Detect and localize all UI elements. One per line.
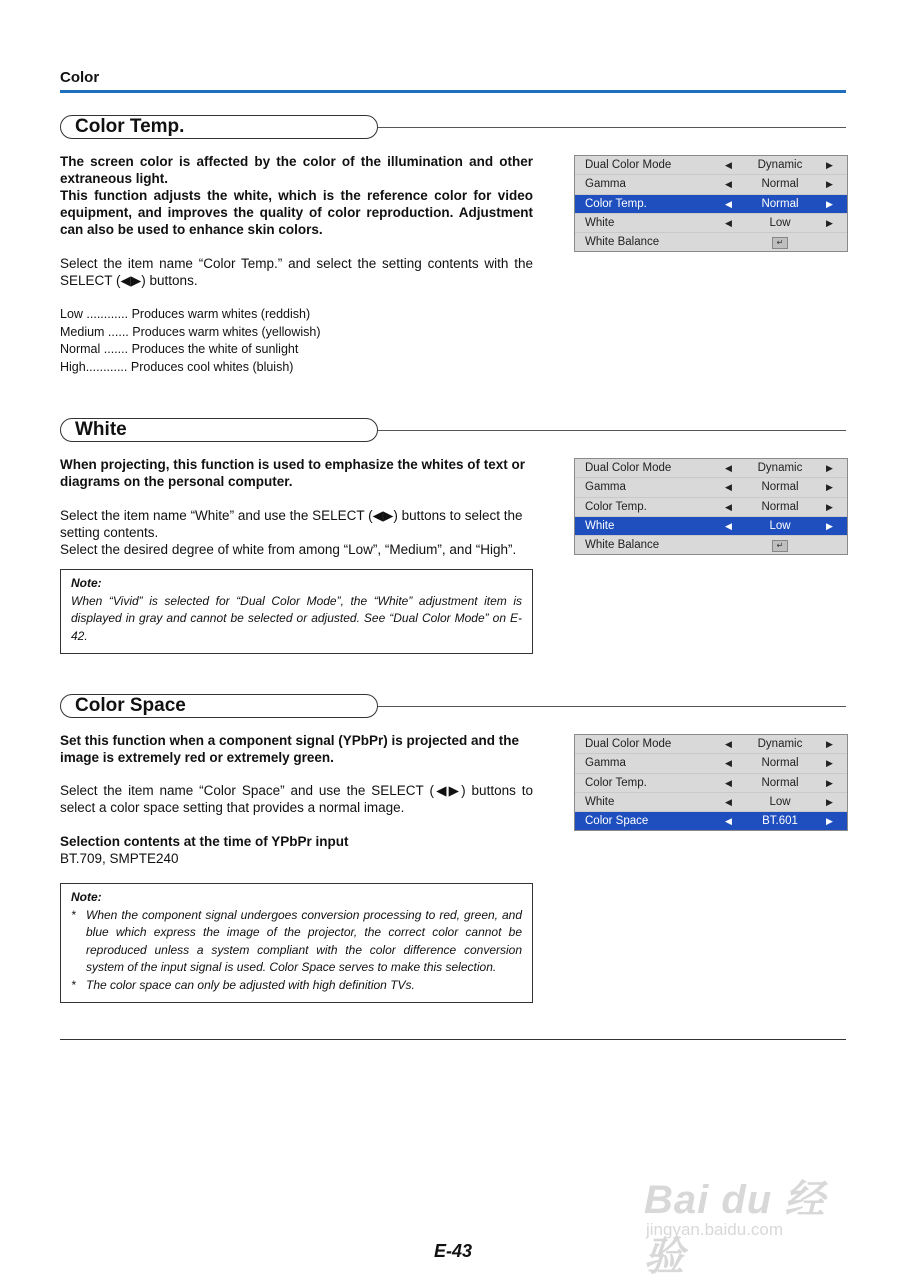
left-arrow-icon[interactable]: ◀ [725, 217, 732, 228]
left-arrow-icon[interactable]: ◀ [725, 739, 732, 749]
left-arrow-icon[interactable]: ◀ [725, 758, 732, 769]
right-arrow-icon[interactable]: ▶ [826, 796, 833, 807]
white-intro: When projecting, this function is used to emphasize the whites of text or diagrams on the personal computer. [60, 457, 526, 489]
white-note: Note: When “Vivid” is selected for “Dual Color Mode”, the “White” adjustment item is displayed in gray and cannot be selected or adjusted. See “Dual Color Mode” on E-42. [60, 569, 533, 654]
list-item: Medium ...... Produces warm whites (yellowish) [60, 324, 321, 339]
watermark [640, 1150, 860, 1279]
left-arrow-icon[interactable]: ◀ [725, 482, 732, 493]
osd-menu-color-space [574, 734, 848, 831]
section-divider [378, 706, 846, 707]
right-arrow-icon[interactable]: ▶ [826, 520, 833, 531]
menu-row-white[interactable]: White ◀ Low ▶ [575, 214, 847, 233]
section-title-frame [60, 694, 378, 718]
section-title-color-temp [60, 115, 846, 141]
color-space-instruction: Select the item name “Color Space” and use the SELECT (◀▶) buttons to select a color space setting that provides a normal image. [60, 783, 533, 815]
menu-row-gamma[interactable]: Gamma ◀ Normal ▶ [575, 478, 847, 497]
menu-row-white-balance[interactable]: White Balance ↵ [575, 233, 847, 251]
section-heading: Color Temp. [75, 116, 185, 137]
page-number: E-43 [433, 1241, 473, 1261]
section-heading: White [75, 419, 127, 440]
section-title-frame [60, 115, 378, 139]
menu-row-white[interactable]: White ◀ Low ▶ [575, 793, 847, 812]
menu-row-gamma[interactable]: Gamma ◀ Normal ▶ [575, 175, 847, 194]
menu-row-color-space-selected[interactable]: Color Space ◀ BT.601 ▶ [575, 812, 847, 830]
left-arrow-icon[interactable]: ◀ [725, 501, 732, 512]
right-arrow-icon[interactable]: ▶ [826, 758, 833, 769]
bottom-rule [60, 1039, 846, 1040]
section-title-frame [60, 418, 378, 442]
menu-row-white-selected[interactable]: White ◀ Low ▶ [575, 517, 847, 536]
color-space-note: Note: * When the component signal undergoes conversion processing to red, green, and blue which express the image of the projector, the correct color cannot be reproduced unless a system compliant with the color difference conversion system of the input signal is used. Color Space serves to make this selection. * The color space can only be adjusted with high definition TVs. [60, 883, 533, 1003]
left-arrow-icon[interactable]: ◀ [725, 796, 732, 807]
section-divider [378, 127, 846, 128]
osd-menu-color-temp [574, 155, 848, 252]
list-item: Normal ....... Produces the white of sunlight [60, 342, 299, 356]
page-header: Color [60, 69, 100, 86]
osd-menu-white [574, 458, 848, 555]
left-arrow-icon[interactable]: ◀ [725, 160, 732, 170]
menu-row-color-temp-selected[interactable]: Color Temp. ◀ Normal ▶ [575, 195, 847, 214]
color-space-selection: Selection contents at the time of YPbPr input BT.709, SMPTE240 [60, 834, 349, 866]
menu-row-dual-color-mode[interactable]: Dual Color Mode ◀ Dynamic ▶ [575, 459, 847, 478]
left-arrow-icon[interactable]: ◀ [725, 520, 732, 531]
left-arrow-icon[interactable]: ◀ [725, 816, 732, 827]
list-item: High............ Produces cool whites (bluish) [60, 359, 294, 374]
section-heading: Color Space [75, 695, 186, 716]
watermark-logo: Bai du 经验 [644, 1178, 826, 1279]
section-title-color-space [60, 694, 846, 720]
left-arrow-icon[interactable]: ◀ [725, 463, 732, 473]
watermark-url: jingyan.baidu.com [646, 1220, 784, 1239]
color-space-intro: Set this function when a component signal (YPbPr) is projected and the image is extremely red or extremely green. [60, 733, 520, 765]
right-arrow-icon[interactable]: ▶ [826, 198, 833, 209]
menu-row-dual-color-mode[interactable]: Dual Color Mode ◀ Dynamic ▶ [575, 156, 847, 175]
menu-row-color-temp[interactable]: Color Temp. ◀ Normal ▶ [575, 498, 847, 517]
right-arrow-icon[interactable]: ▶ [826, 482, 833, 493]
left-arrow-icon[interactable]: ◀ [725, 777, 732, 788]
list-item: Low ............ Produces warm whites (reddish) [60, 307, 311, 321]
note-item: * When the component signal undergoes conversion processing to red, green, and blue which express the image of the projector, the correct color cannot be reproduced unless a system compliant with the color difference conversion system of the input signal is used. Color Space serves to make this selection. [71, 907, 522, 974]
section-divider [378, 430, 846, 431]
right-arrow-icon[interactable]: ▶ [826, 816, 833, 827]
menu-row-dual-color-mode[interactable]: Dual Color Mode ◀ Dynamic ▶ [575, 735, 847, 754]
menu-row-gamma[interactable]: Gamma ◀ Normal ▶ [575, 754, 847, 773]
right-arrow-icon[interactable]: ▶ [826, 179, 833, 190]
enter-icon[interactable]: ↵ [772, 237, 788, 249]
menu-row-white-balance[interactable]: White Balance ↵ [575, 536, 847, 554]
right-arrow-icon[interactable]: ▶ [826, 217, 833, 228]
header-rule [60, 90, 846, 93]
enter-icon[interactable]: ↵ [772, 540, 788, 552]
right-arrow-icon[interactable]: ▶ [826, 160, 833, 170]
white-instruction: Select the item name “White” and use the SELECT (◀▶) buttons to select the setting contents. Select the desired degree of white from among “Low”, “Medium”, and “High”. [60, 508, 523, 557]
color-temp-intro: The screen color is affected by the color of the illumination and other extraneous light. This function adjusts the white, which is the reference color for video equipment, and improves the quality of color reproduction. Adjustment can also be used to enhance skin colors. [60, 154, 533, 237]
left-arrow-icon[interactable]: ◀ [725, 179, 732, 190]
right-arrow-icon[interactable]: ▶ [826, 501, 833, 512]
left-arrow-icon[interactable]: ◀ [725, 198, 732, 209]
note-item: * The color space can only be adjusted with high definition TVs. [71, 977, 415, 992]
section-title-white [60, 418, 846, 444]
right-arrow-icon[interactable]: ▶ [826, 739, 833, 749]
right-arrow-icon[interactable]: ▶ [826, 463, 833, 473]
right-arrow-icon[interactable]: ▶ [826, 777, 833, 788]
color-temp-options [60, 306, 321, 376]
color-temp-instruction: Select the item name “Color Temp.” and select the setting contents with the SELECT (◀▶) buttons. [60, 256, 533, 288]
menu-row-color-temp[interactable]: Color Temp. ◀ Normal ▶ [575, 774, 847, 793]
